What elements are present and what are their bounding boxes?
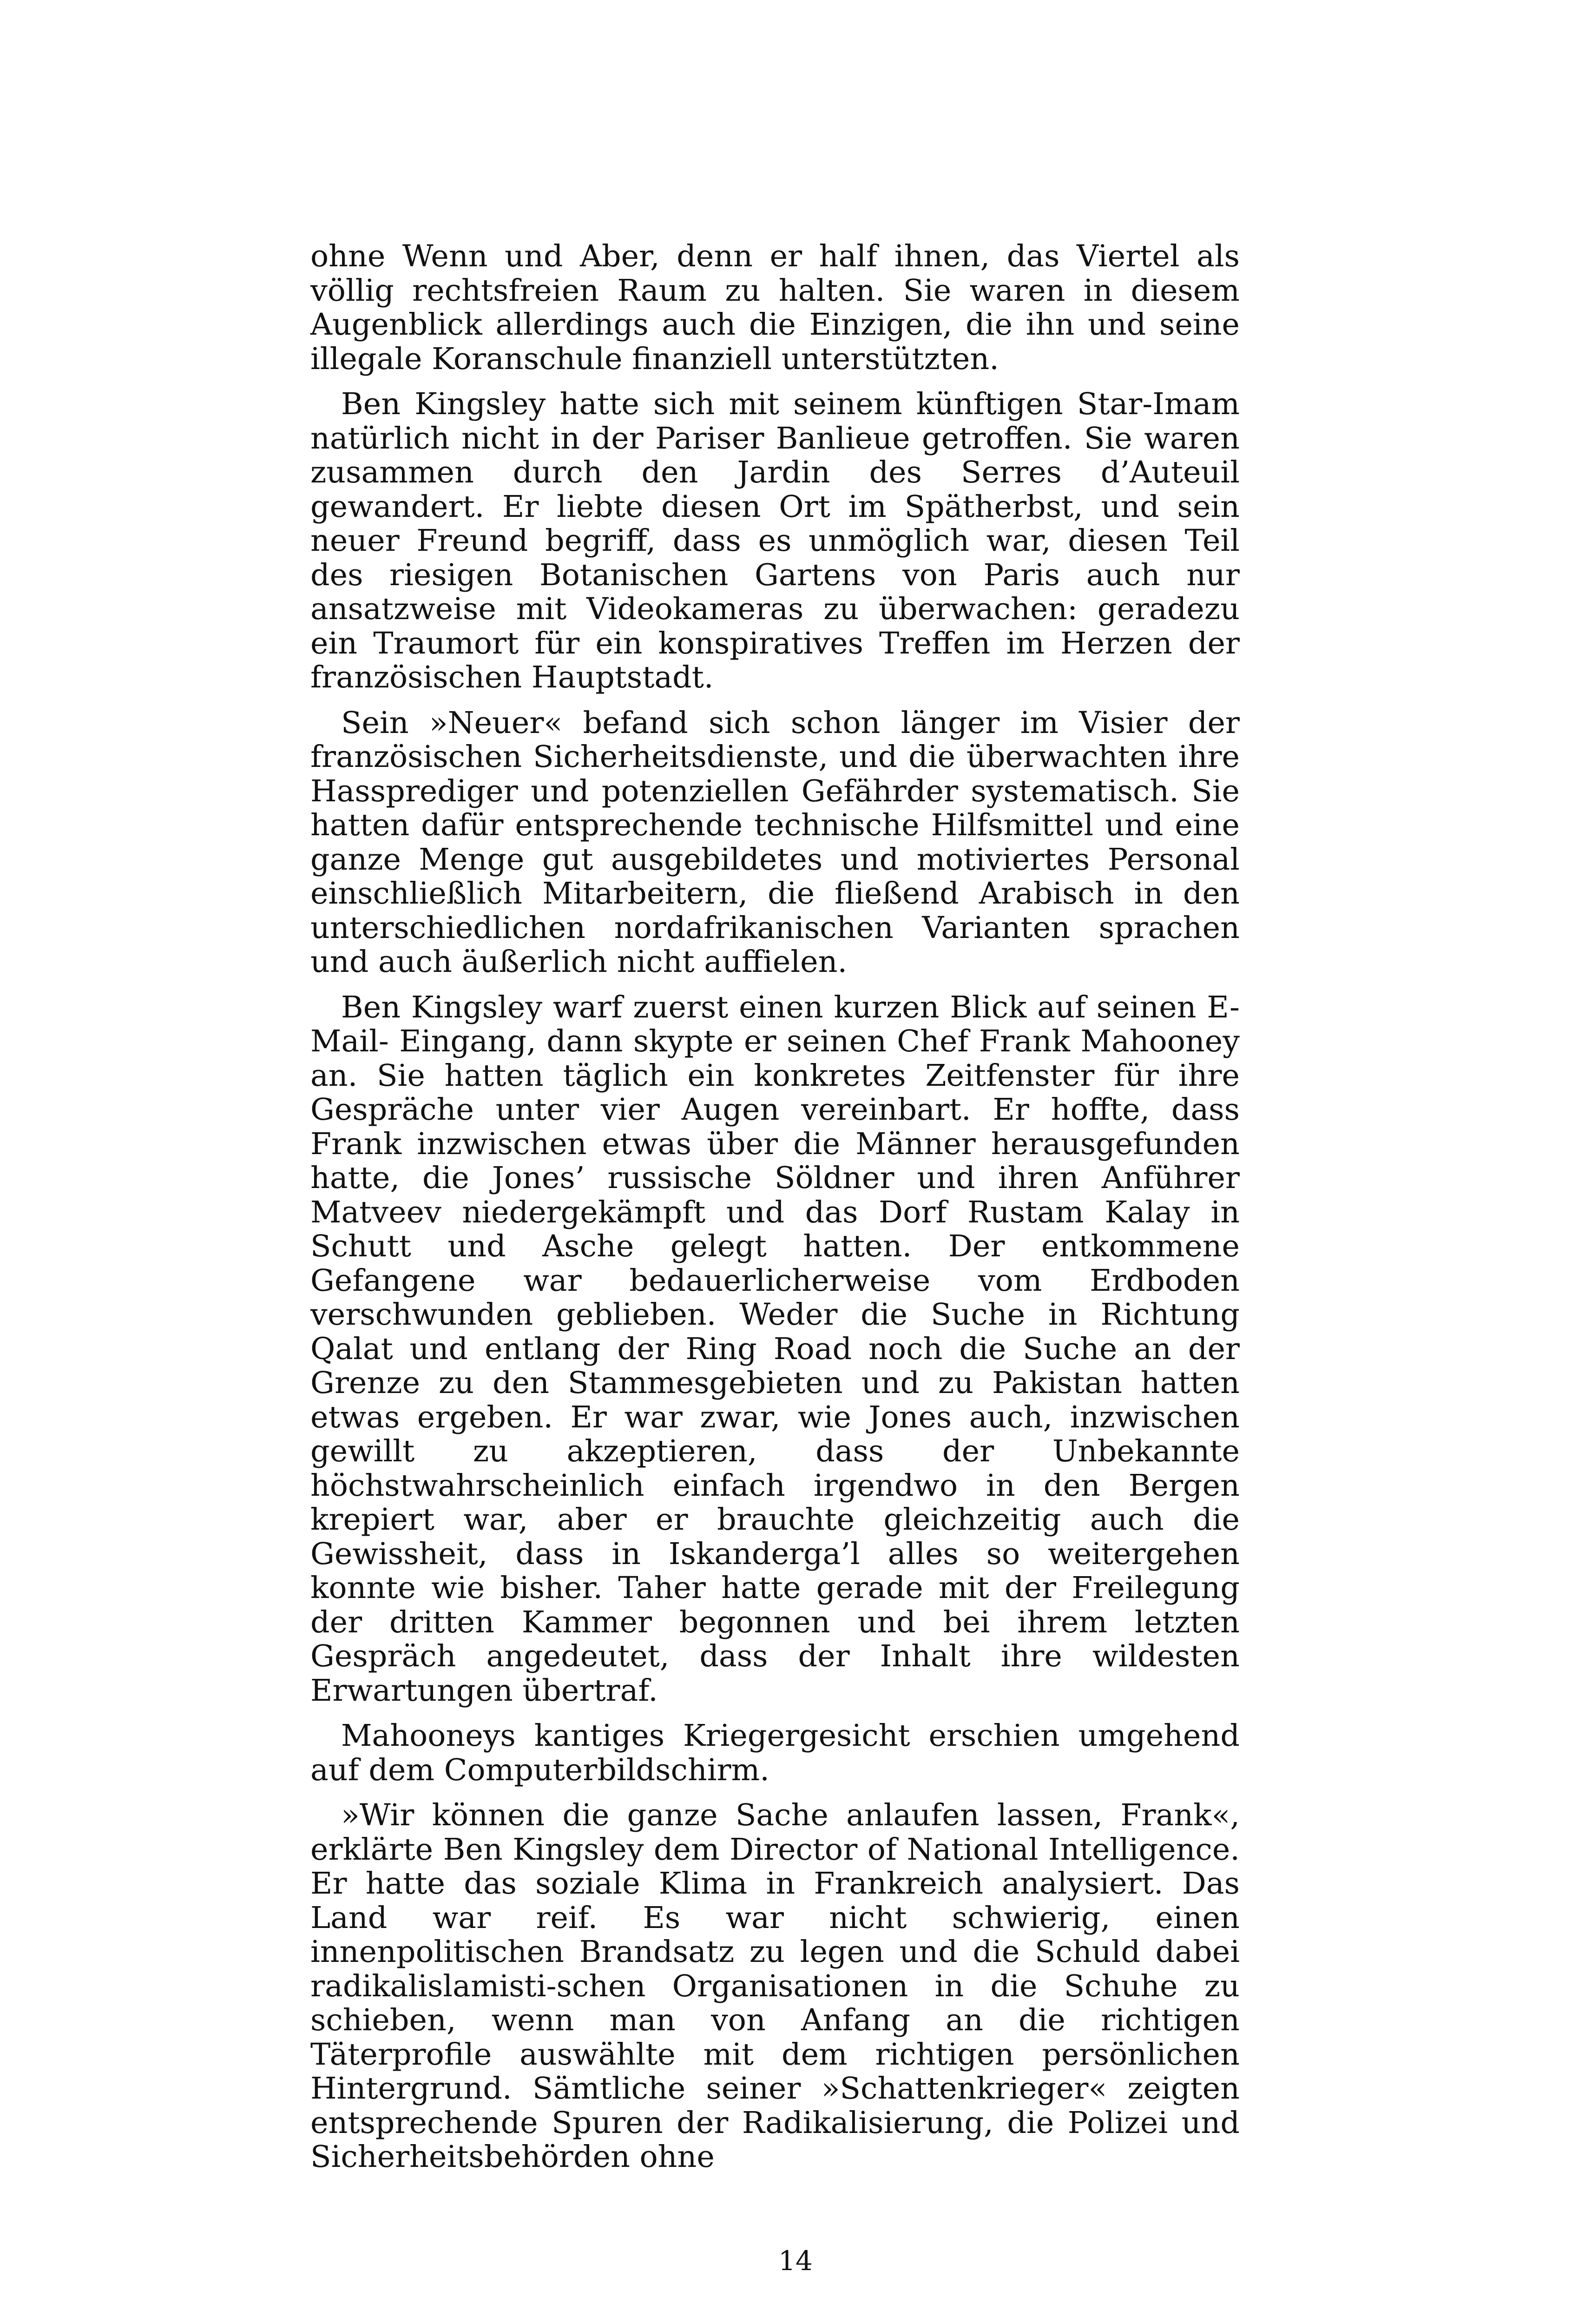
paragraph: Mahooneys kantiges Kriegergesicht erschien umgehend auf dem Computerbildschirm. xyxy=(310,1718,1240,1788)
paragraph: Ben Kingsley warf zuerst einen kurzen Blick auf seinen E-Mail- Eingang, dann skypte er seinen Chef Frank Mahooney an. Sie hatten täglich ein konkretes Zeitfenster für ihre Gespräche unter vier Augen vereinbart. Er hoffte, dass Frank inzwischen etwas über die Männer herausgefunden hatte, die Jones’ russische Söldner und ihren Anführer Matveev niedergekämpft und das Dorf Rustam Kalay in Schutt und Asche gelegt hatten. Der entkommene Gefangene war bedauerlicherweise vom Erdboden verschwunden geblieben. Weder die Suche in Richtung Qalat und entlang der Ring Road noch die Suche an der Grenze zu den Stammesgebieten und zu Pakistan hatten etwas ergeben. Er war zwar, wie Jones auch, inzwischen gewillt zu akzeptieren, dass der Unbekannte höchstwahrscheinlich einfach irgendwo in den Bergen krepiert war, aber er brauchte gleichzeitig auch die Gewissheit, dass in Iskanderga’l alles so weitergehen konnte wie bisher. Taher hatte gerade mit der Freilegung der dritten Kammer begonnen und bei ihrem letzten Gespräch angedeutet, dass der Inhalt ihre wildesten Erwartungen übertraf. xyxy=(310,990,1240,1708)
paragraph: »Wir können die ganze Sache anlaufen lassen, Frank«, erklärte Ben Kingsley dem Director of National Intelligence. Er hatte das soziale Klima in Frankreich analysiert. Das Land war reif. Es war nicht schwierig, einen innenpolitischen Brandsatz zu legen und die Schuld dabei radikalislamisti-schen Organisationen in die Schuhe zu schieben, wenn man von Anfang an die richtigen Täterprofile auswählte mit dem richtigen persönlichen Hintergrund. Sämtliche seiner »Schattenkrieger« zeigten entsprechende Spuren der Radikalisierung, die Polizei und Sicherheitsbehörden ohne xyxy=(310,1798,1240,2174)
body-text xyxy=(310,239,1240,2185)
paragraph: ohne Wenn und Aber, denn er half ihnen, das Viertel als völlig rechtsfreien Raum zu halten. Sie waren in diesem Augenblick allerdings auch die Einzigen, die ihn und seine illegale Koranschule finanziell unterstützten. xyxy=(310,239,1240,376)
paragraph: Sein »Neuer« befand sich schon länger im Visier der französischen Sicherheitsdienste, und die überwachten ihre Hassprediger und potenziellen Gefährder systematisch. Sie hatten dafür entsprechende technische Hilfsmittel und eine ganze Menge gut ausgebildetes und motiviertes Personal einschließlich Mitarbeitern, die fließend Arabisch in den unterschiedlichen nordafrikanischen Varianten sprachen und auch äußerlich nicht auffielen. xyxy=(310,705,1240,979)
page-number: 14 xyxy=(778,2245,813,2277)
paragraph: Ben Kingsley hatte sich mit seinem künftigen Star-Imam natürlich nicht in der Pariser Banlieue getroffen. Sie waren zusammen durch den Jardin des Serres d’Auteuil gewandert. Er liebte diesen Ort im Spätherbst, und sein neuer Freund begriff, dass es unmöglich war, diesen Teil des riesigen Botanischen Gartens von Paris auch nur ansatzweise mit Videokameras zu überwachen: geradezu ein Traumort für ein konspiratives Treffen im Herzen der französischen Hauptstadt. xyxy=(310,387,1240,695)
